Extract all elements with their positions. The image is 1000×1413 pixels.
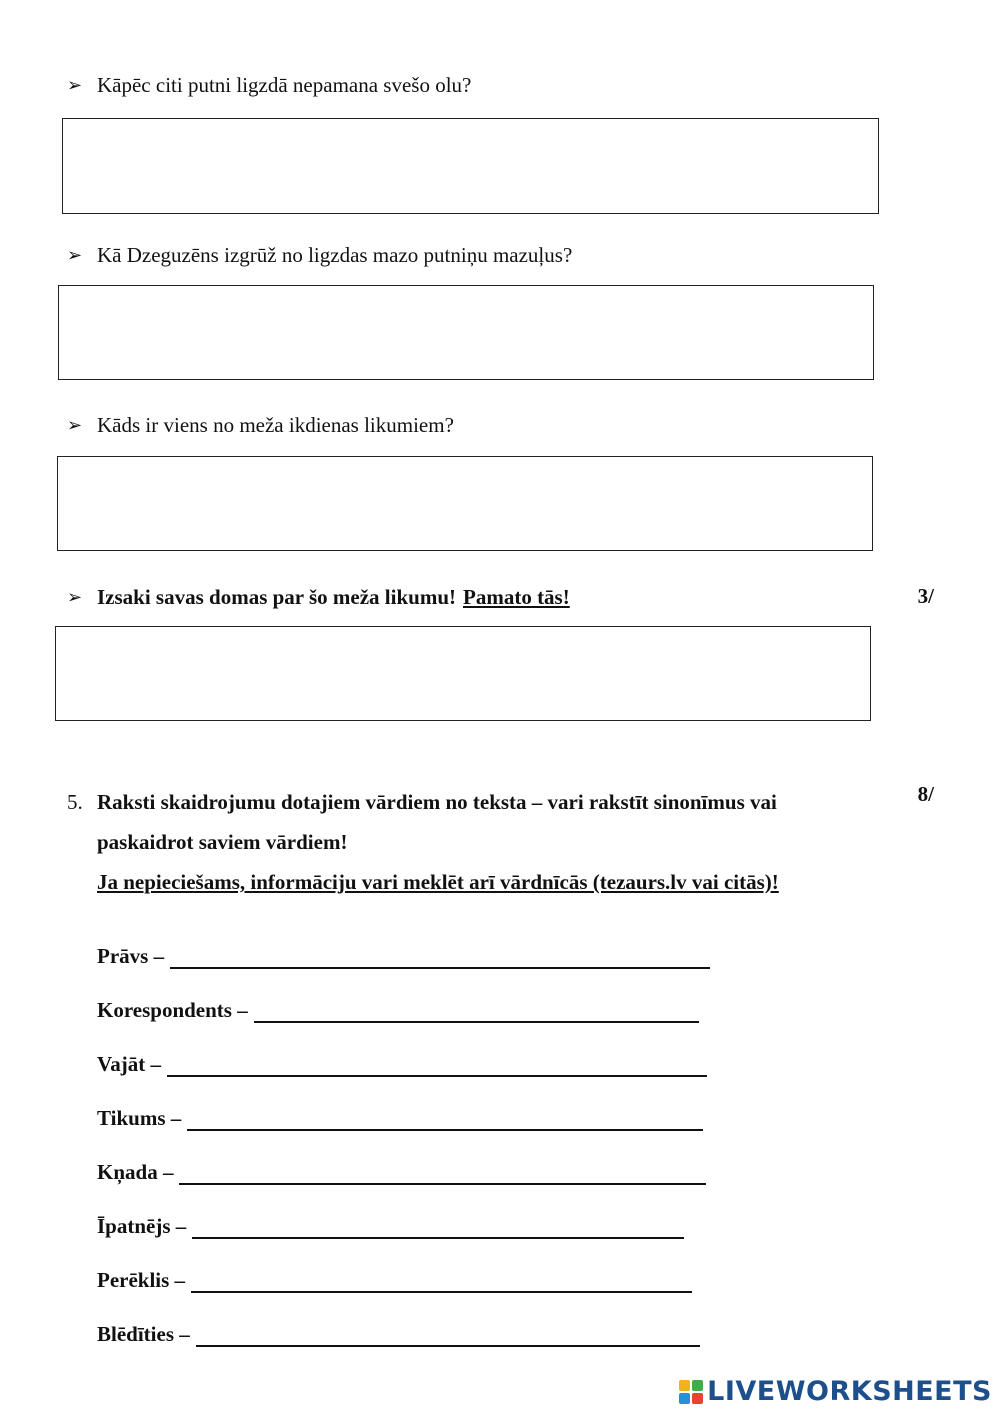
liveworksheets-brand[interactable] (679, 1376, 992, 1407)
word-label: Kņada – (97, 1160, 174, 1184)
word-label: Korespondents – (97, 998, 248, 1022)
task-5 (67, 782, 877, 902)
arrow-bullet-icon: ➢ (67, 75, 83, 95)
task-5-line-1: Raksti skaidrojumu dotajiem vārdiem no teksta – vari rakstīt sinonīmus vai (97, 790, 777, 814)
definition-blank[interactable] (179, 1165, 706, 1185)
question-3 (67, 412, 454, 438)
word-row (97, 998, 699, 1023)
question-1-text: Kāpēc citi putni ligzdā nepamana svešo olu? (97, 73, 472, 97)
answer-box-1[interactable] (62, 118, 879, 214)
question-1 (67, 72, 471, 98)
score-task-5: 8/ (917, 782, 934, 806)
task-5-line-2: paskaidrot saviem vārdiem! (97, 830, 348, 854)
question-4-text: Izsaki savas domas par šo meža likumu! (97, 585, 456, 609)
arrow-bullet-icon: ➢ (67, 415, 83, 435)
question-2 (67, 242, 572, 268)
word-row (97, 1160, 706, 1185)
task-5-hint: Ja nepieciešams, informāciju vari meklēt arī vārdnīcās (tezaurs.lv vai citās)! (97, 870, 779, 894)
brand-name: LIVEWORKSHEETS (707, 1376, 992, 1407)
word-label: Perēklis – (97, 1268, 186, 1292)
definition-blank[interactable] (187, 1111, 703, 1131)
arrow-bullet-icon: ➢ (67, 245, 83, 265)
word-row (97, 1322, 700, 1347)
logo-square (679, 1393, 690, 1404)
logo-square (692, 1380, 703, 1391)
arrow-bullet-icon: ➢ (67, 587, 83, 607)
question-2-text: Kā Dzeguzēns izgrūž no ligzdas mazo putniņu mazuļus? (97, 243, 573, 267)
definition-blank[interactable] (170, 949, 710, 969)
word-label: Tikums – (97, 1106, 182, 1130)
word-row (97, 1268, 692, 1293)
logo-square (679, 1380, 690, 1391)
definition-blank[interactable] (167, 1057, 707, 1077)
definition-blank[interactable] (192, 1219, 684, 1239)
logo-square (692, 1393, 703, 1404)
question-4 (67, 584, 570, 610)
word-row (97, 1214, 684, 1239)
word-row (97, 944, 710, 969)
answer-box-2[interactable] (58, 285, 874, 380)
score-question-4: 3/ (917, 584, 934, 608)
word-label: Vajāt – (97, 1052, 161, 1076)
answer-box-3[interactable] (57, 456, 873, 551)
definition-blank[interactable] (191, 1273, 692, 1293)
word-label: Prāvs – (97, 944, 165, 968)
liveworksheets-logo-icon (679, 1380, 703, 1404)
task-5-number: 5. (67, 790, 83, 814)
word-label: Īpatnējs – (97, 1214, 187, 1238)
definition-blank[interactable] (196, 1327, 700, 1347)
word-row (97, 1106, 703, 1131)
question-3-text: Kāds ir viens no meža ikdienas likumiem? (97, 413, 454, 437)
word-label: Blēdīties – (97, 1322, 190, 1346)
word-row (97, 1052, 707, 1077)
answer-box-4[interactable] (55, 626, 871, 721)
question-4-underlined: Pamato tās! (463, 585, 570, 609)
definition-blank[interactable] (254, 1003, 699, 1023)
